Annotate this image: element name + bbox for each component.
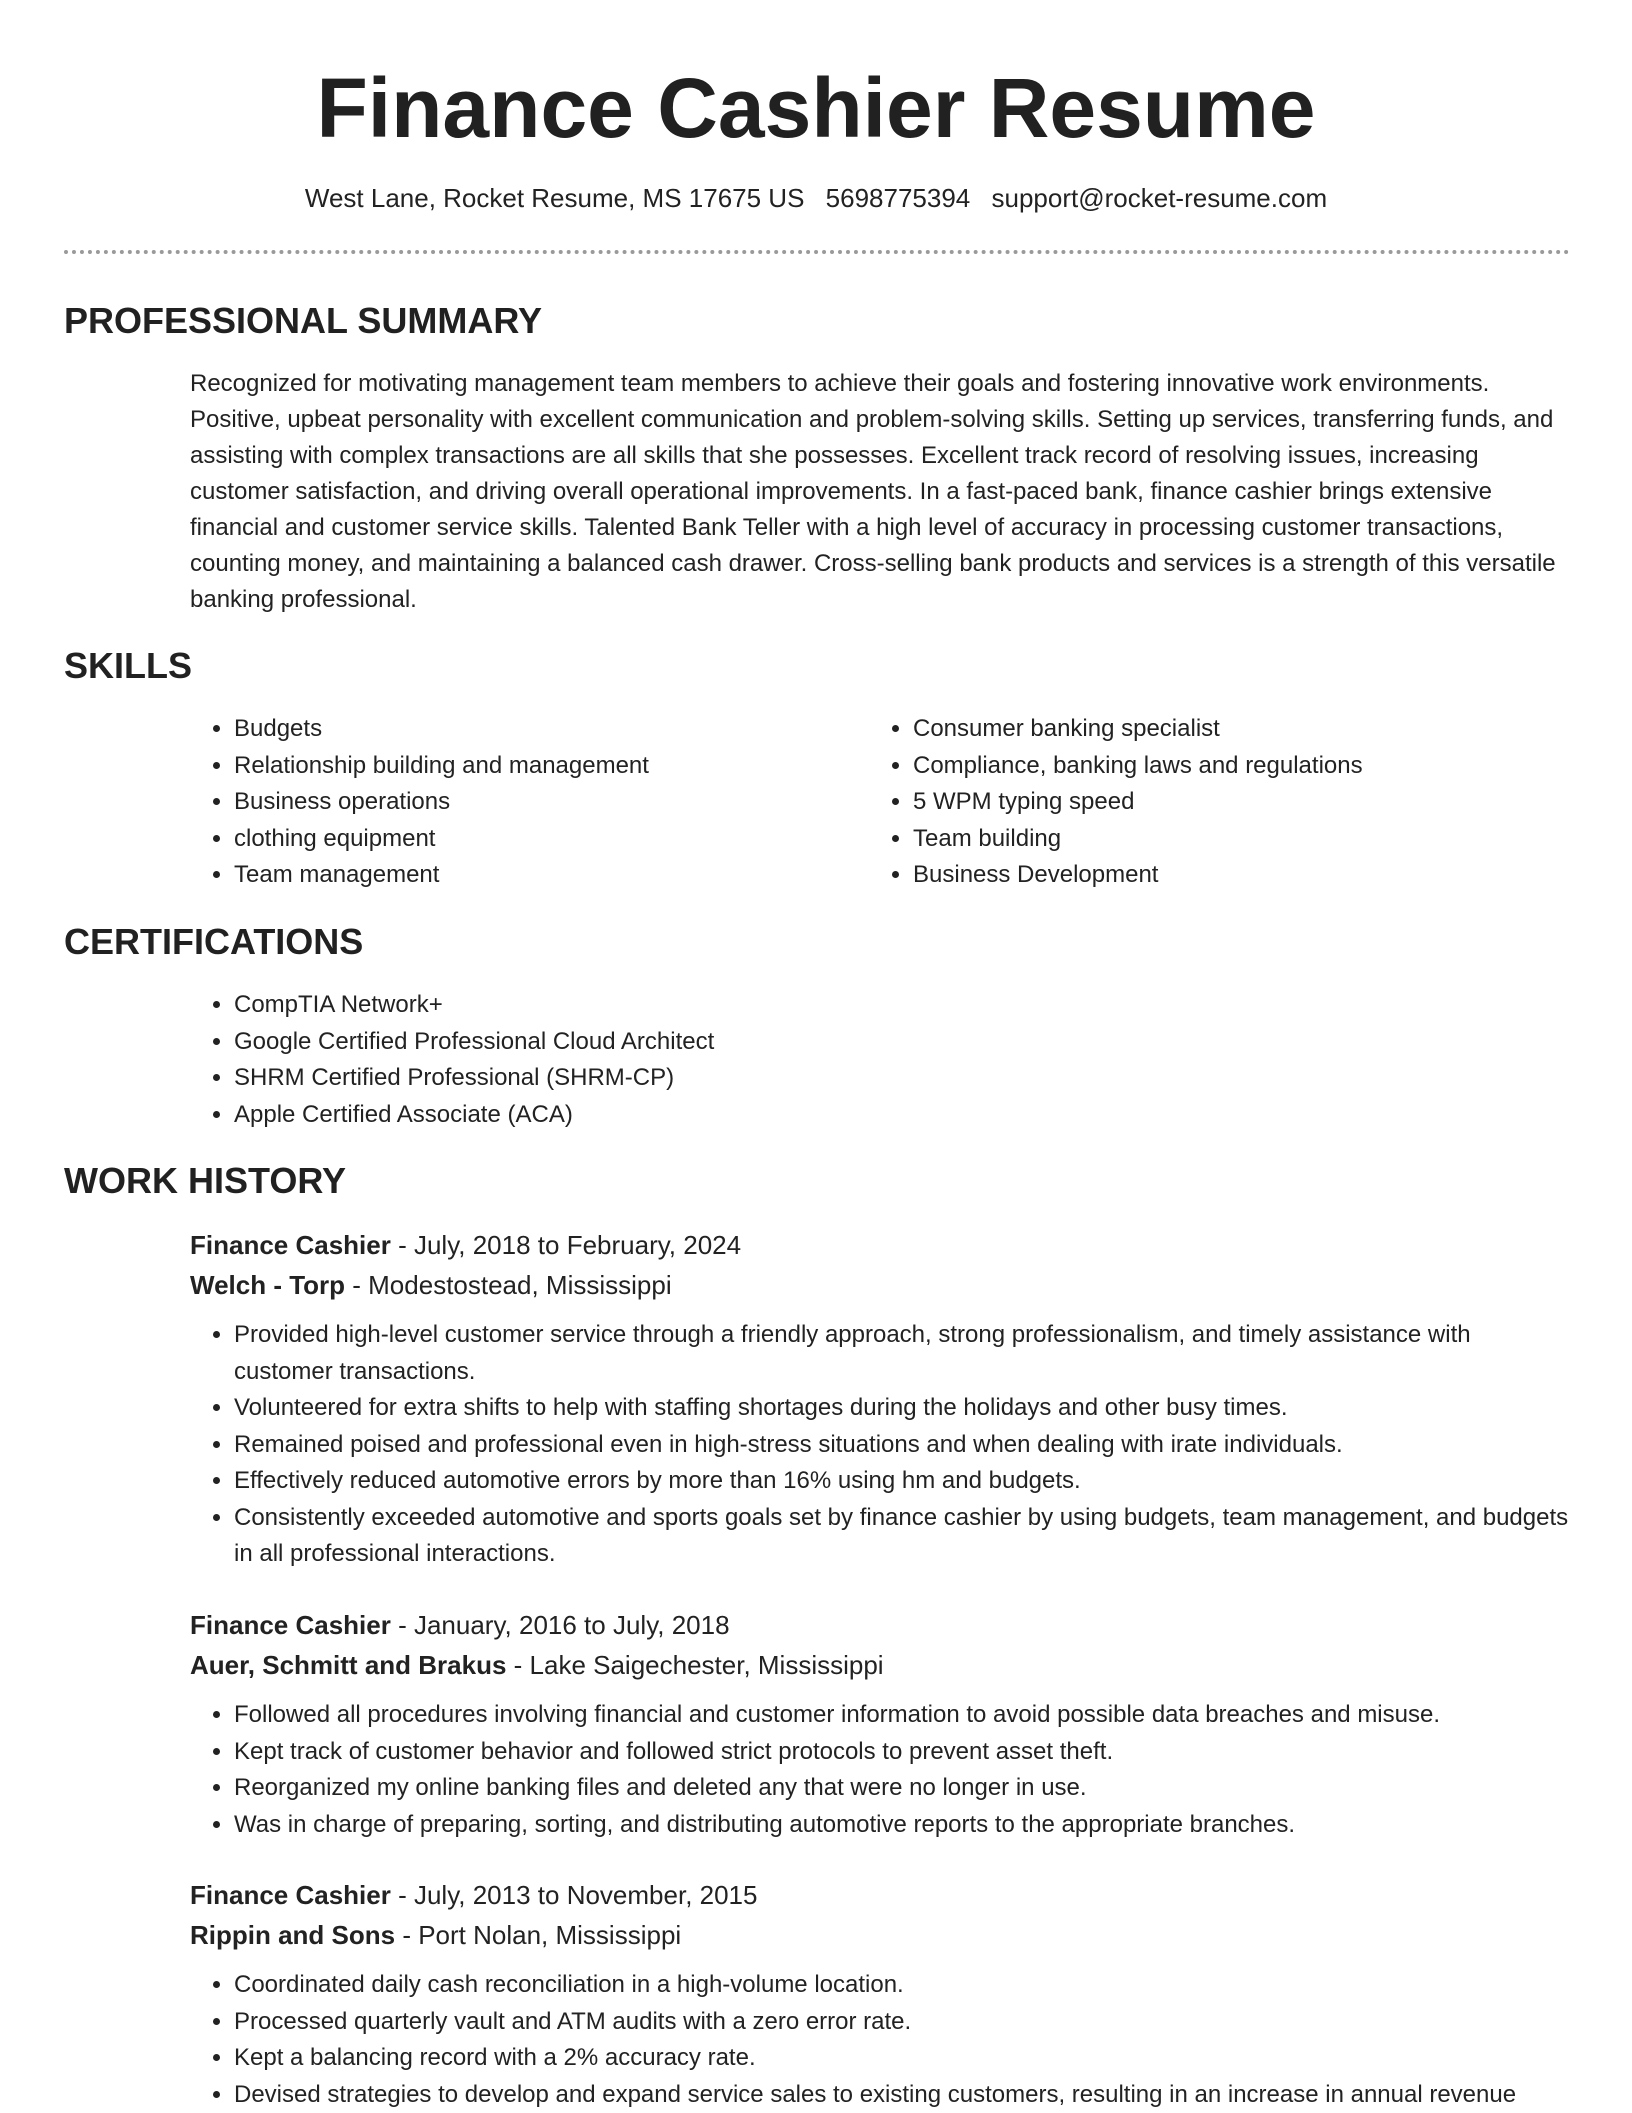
job-bullet: • Followed all procedures involving financial and customer information to avoid possible data breaches and misuse. <box>234 1697 1570 1734</box>
resume-title: Finance Cashier Resume <box>0 58 1632 158</box>
job-location: - Lake Saigechester, Mississippi <box>506 1650 883 1680</box>
certifications-list <box>190 987 714 1133</box>
job-bullets <box>190 1967 1570 2113</box>
job-company: Auer, Schmitt and Brakus <box>190 1650 506 1680</box>
job-role-line <box>190 1875 1570 1915</box>
skill-item: • clothing equipment <box>234 821 850 858</box>
job-bullet: • Kept track of customer behavior and followed strict protocols to prevent asset theft. <box>234 1734 1570 1771</box>
section-title-certifications: CERTIFICATIONS <box>64 920 363 964</box>
job-company: Rippin and Sons <box>190 1920 395 1950</box>
job-bullet: • Kept a balancing record with a 2% accuracy rate. <box>234 2040 1570 2077</box>
contact-line <box>0 178 1632 218</box>
job-entry <box>190 1875 1570 2113</box>
contact-email: support@rocket-resume.com <box>992 183 1328 213</box>
skill-item: • Budgets <box>234 711 850 748</box>
skills-column-left <box>190 711 850 894</box>
certifications-block <box>190 987 714 1133</box>
job-bullet: • Devised strategies to develop and expand service sales to existing customers, resulting in an increase in annual revenue <box>234 2077 1570 2113</box>
job-bullets <box>190 1697 1570 1843</box>
job-company-line <box>190 1645 1570 1685</box>
skill-item: • Business operations <box>234 784 850 821</box>
job-role: Finance Cashier <box>190 1230 391 1260</box>
job-bullet: • Provided high-level customer service through a friendly approach, strong professionalism, and timely assistance with customer transactions. <box>234 1317 1570 1390</box>
certification-item: • Google Certified Professional Cloud Architect <box>234 1024 714 1061</box>
job-bullet: • Effectively reduced automotive errors by more than 16% using hm and budgets. <box>234 1463 1570 1500</box>
skills-list-right <box>869 711 1569 894</box>
job-company-line <box>190 1265 1570 1305</box>
job-bullet: • Was in charge of preparing, sorting, and distributing automotive reports to the appropriate branches. <box>234 1807 1570 1844</box>
skill-item: • Compliance, banking laws and regulations <box>913 748 1569 785</box>
summary-text: Recognized for motivating management team members to achieve their goals and fostering innovative work environments. Positive, upbeat personality with excellent communication and problem-solving skills. Setting up services, transferring funds, and assisting with complex transactions are all skills that she possesses. Excellent track record of resolving issues, increasing customer satisfaction, and driving overall operational improvements. In a fast-paced bank, finance cashier brings extensive financial and customer service skills. Talented Bank Teller with a high level of accuracy in processing customer transactions, counting money, and maintaining a balanced cash drawer. Cross-selling bank products and services is a strength of this versatile banking professional. <box>190 366 1570 618</box>
header-divider <box>64 250 1570 254</box>
contact-phone: 5698775394 <box>826 183 971 213</box>
job-location: - Port Nolan, Mississippi <box>395 1920 681 1950</box>
skill-item: • Consumer banking specialist <box>913 711 1569 748</box>
job-company: Welch - Torp <box>190 1270 345 1300</box>
section-title-skills: SKILLS <box>64 644 192 688</box>
job-bullet: • Processed quarterly vault and ATM audits with a zero error rate. <box>234 2004 1570 2041</box>
certification-item: • Apple Certified Associate (ACA) <box>234 1097 714 1134</box>
job-dates: - July, 2013 to November, 2015 <box>391 1880 758 1910</box>
section-title-summary: PROFESSIONAL SUMMARY <box>64 299 542 343</box>
job-dates: - January, 2016 to July, 2018 <box>391 1610 730 1640</box>
skills-column-right <box>869 711 1569 894</box>
job-entry <box>190 1225 1570 1573</box>
job-bullet: • Coordinated daily cash reconciliation in a high-volume location. <box>234 1967 1570 2004</box>
job-bullet: • Reorganized my online banking files and deleted any that were no longer in use. <box>234 1770 1570 1807</box>
job-bullet: • Volunteered for extra shifts to help with staffing shortages during the holidays and other busy times. <box>234 1390 1570 1427</box>
skill-item: • Team management <box>234 857 850 894</box>
job-dates: - July, 2018 to February, 2024 <box>391 1230 741 1260</box>
job-bullet: • Consistently exceeded automotive and sports goals set by finance cashier by using budgets, team management, and budgets in all professional interactions. <box>234 1500 1570 1573</box>
skill-item: • Relationship building and management <box>234 748 850 785</box>
skill-item: • 5 WPM typing speed <box>913 784 1569 821</box>
job-role: Finance Cashier <box>190 1610 391 1640</box>
contact-address: West Lane, Rocket Resume, MS 17675 US <box>305 183 805 213</box>
certification-item: • SHRM Certified Professional (SHRM-CP) <box>234 1060 714 1097</box>
job-role-line <box>190 1225 1570 1265</box>
job-company-line <box>190 1915 1570 1955</box>
job-bullet: • Remained poised and professional even in high-stress situations and when dealing with irate individuals. <box>234 1427 1570 1464</box>
job-location: - Modestostead, Mississippi <box>345 1270 672 1300</box>
skill-item: • Team building <box>913 821 1569 858</box>
job-role: Finance Cashier <box>190 1880 391 1910</box>
job-entry <box>190 1605 1570 1843</box>
job-role-line <box>190 1605 1570 1645</box>
skill-item: • Business Development <box>913 857 1569 894</box>
certification-item: • CompTIA Network+ <box>234 987 714 1024</box>
skills-list-left <box>190 711 850 894</box>
section-title-work-history: WORK HISTORY <box>64 1159 346 1203</box>
job-bullets <box>190 1317 1570 1573</box>
